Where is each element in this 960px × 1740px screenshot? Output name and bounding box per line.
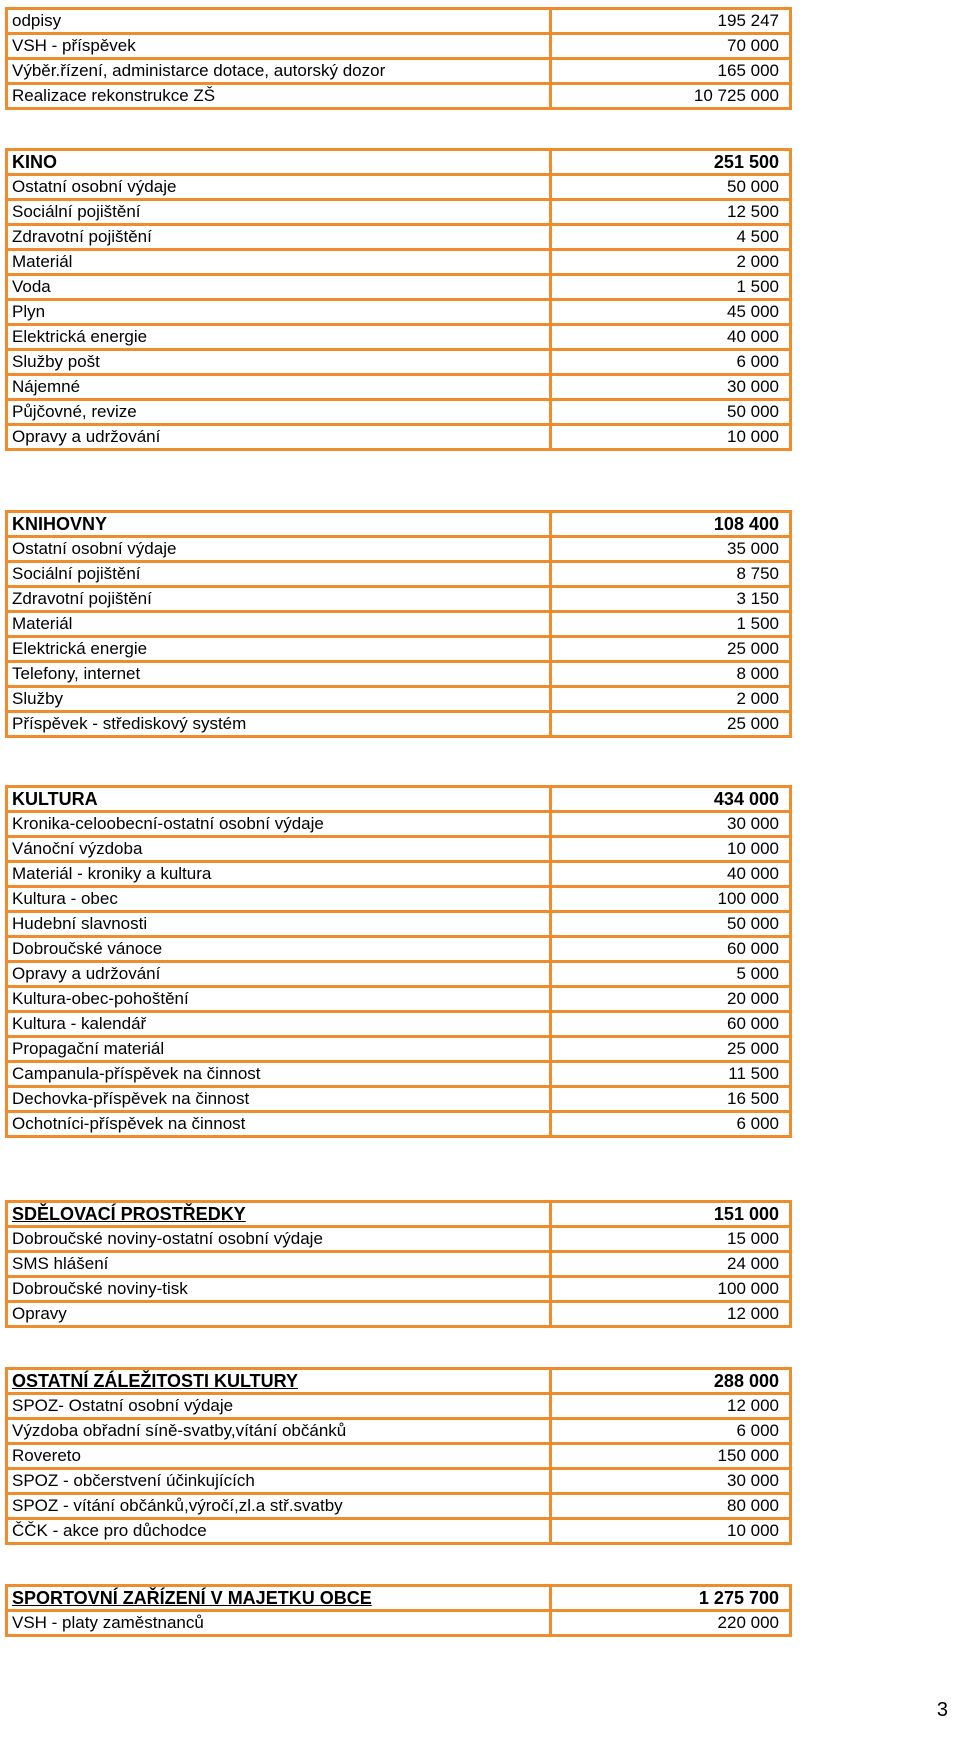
row-label: VSH - platy zaměstnanců — [7, 1611, 551, 1636]
row-label: Kultura - obec — [7, 887, 551, 912]
table-row — [7, 375, 791, 400]
row-label: Ostatní osobní výdaje — [7, 175, 551, 200]
table-row — [7, 34, 791, 59]
row-label: Dobroučské vánoce — [7, 937, 551, 962]
row-label: ČČK - akce pro důchodce — [7, 1519, 551, 1544]
table-row — [7, 9, 791, 34]
row-value: 45 000 — [551, 300, 791, 325]
row-value: 15 000 — [551, 1227, 791, 1252]
table-row — [7, 250, 791, 275]
section-header — [7, 787, 791, 812]
row-label: Kultura-obec-pohoštění — [7, 987, 551, 1012]
row-value: 10 000 — [551, 837, 791, 862]
table-row — [7, 1611, 791, 1636]
row-value: 25 000 — [551, 1037, 791, 1062]
section-header — [7, 512, 791, 537]
table-row — [7, 1277, 791, 1302]
table-row — [7, 1519, 791, 1544]
row-label: Hudební slavnosti — [7, 912, 551, 937]
row-value: 25 000 — [551, 637, 791, 662]
table-row — [7, 1444, 791, 1469]
row-label: Ostatní osobní výdaje — [7, 537, 551, 562]
row-label: SPOZ- Ostatní osobní výdaje — [7, 1394, 551, 1419]
row-value: 30 000 — [551, 375, 791, 400]
table-row — [7, 1494, 791, 1519]
table-row — [7, 84, 791, 109]
row-label: Opravy a udržování — [7, 425, 551, 450]
table-row — [7, 987, 791, 1012]
row-value: 150 000 — [551, 1444, 791, 1469]
table-row — [7, 1394, 791, 1419]
table-row — [7, 175, 791, 200]
table-row — [7, 587, 791, 612]
row-value: 6 000 — [551, 350, 791, 375]
row-label: Opravy — [7, 1302, 551, 1327]
row-value: 11 500 — [551, 1062, 791, 1087]
row-label: SMS hlášení — [7, 1252, 551, 1277]
row-label: Dobroučské noviny-ostatní osobní výdaje — [7, 1227, 551, 1252]
row-label: Realizace rekonstrukce ZŠ — [7, 84, 551, 109]
row-label: Voda — [7, 275, 551, 300]
row-label: Kronika-celoobecní-ostatní osobní výdaje — [7, 812, 551, 837]
row-value: 16 500 — [551, 1087, 791, 1112]
row-label: Materiál - kroniky a kultura — [7, 862, 551, 887]
row-label: VSH - příspěvek — [7, 34, 551, 59]
row-label: Zdravotní pojištění — [7, 587, 551, 612]
row-label: Campanula-příspěvek na činnost — [7, 1062, 551, 1087]
row-value: 30 000 — [551, 1469, 791, 1494]
row-value: 12 000 — [551, 1302, 791, 1327]
section-total: 151 000 — [551, 1202, 791, 1227]
row-value: 1 500 — [551, 275, 791, 300]
table-row — [7, 350, 791, 375]
table-row — [7, 1012, 791, 1037]
row-value: 6 000 — [551, 1112, 791, 1137]
row-label: Opravy a udržování — [7, 962, 551, 987]
table-row — [7, 1469, 791, 1494]
row-value: 20 000 — [551, 987, 791, 1012]
row-value: 100 000 — [551, 887, 791, 912]
row-value: 60 000 — [551, 1012, 791, 1037]
table-row — [7, 400, 791, 425]
row-value: 10 725 000 — [551, 84, 791, 109]
row-label: Kultura - kalendář — [7, 1012, 551, 1037]
section-title: KULTURA — [7, 787, 551, 812]
table-row — [7, 862, 791, 887]
section-title: KINO — [7, 150, 551, 175]
row-value: 8 000 — [551, 662, 791, 687]
row-value: 24 000 — [551, 1252, 791, 1277]
section-total: 251 500 — [551, 150, 791, 175]
row-label: Výzdoba obřadní síně-svatby,vítání občánků — [7, 1419, 551, 1444]
row-label: Sociální pojištění — [7, 200, 551, 225]
row-label: Plyn — [7, 300, 551, 325]
row-value: 50 000 — [551, 400, 791, 425]
row-label: Elektrická energie — [7, 325, 551, 350]
table-row — [7, 1037, 791, 1062]
table-row — [7, 887, 791, 912]
table-row — [7, 562, 791, 587]
row-label: SPOZ - vítání občánků,výročí,zl.a stř.svatby — [7, 1494, 551, 1519]
section-total: 108 400 — [551, 512, 791, 537]
row-label: Služby — [7, 687, 551, 712]
row-value: 100 000 — [551, 1277, 791, 1302]
row-label: Příspěvek - střediskový systém — [7, 712, 551, 737]
table-row — [7, 812, 791, 837]
row-value: 25 000 — [551, 712, 791, 737]
row-label: Služby pošt — [7, 350, 551, 375]
row-value: 50 000 — [551, 175, 791, 200]
table-row — [7, 612, 791, 637]
row-label: Telefony, internet — [7, 662, 551, 687]
section-header — [7, 1202, 791, 1227]
table-row — [7, 200, 791, 225]
section-total: 434 000 — [551, 787, 791, 812]
budget-table-kino — [5, 148, 792, 451]
section-title: SPORTOVNÍ ZAŘÍZENÍ V MAJETKU OBCE — [7, 1586, 551, 1611]
row-label: Sociální pojištění — [7, 562, 551, 587]
section-header — [7, 1369, 791, 1394]
section-title: KNIHOVNY — [7, 512, 551, 537]
row-value: 12 000 — [551, 1394, 791, 1419]
table-row — [7, 937, 791, 962]
table-row — [7, 275, 791, 300]
row-value: 8 750 — [551, 562, 791, 587]
row-value: 70 000 — [551, 34, 791, 59]
row-label: Dobroučské noviny-tisk — [7, 1277, 551, 1302]
row-value: 2 000 — [551, 250, 791, 275]
row-label: Zdravotní pojištění — [7, 225, 551, 250]
table-row — [7, 637, 791, 662]
row-label: Vánoční výzdoba — [7, 837, 551, 862]
row-value: 1 500 — [551, 612, 791, 637]
row-value: 220 000 — [551, 1611, 791, 1636]
row-value: 30 000 — [551, 812, 791, 837]
section-header — [7, 1586, 791, 1611]
row-value: 3 150 — [551, 587, 791, 612]
row-value: 40 000 — [551, 325, 791, 350]
table-row — [7, 1112, 791, 1137]
table-row — [7, 1062, 791, 1087]
row-label: Elektrická energie — [7, 637, 551, 662]
row-value: 195 247 — [551, 9, 791, 34]
table-row — [7, 1227, 791, 1252]
section-title: OSTATNÍ ZÁLEŽITOSTI KULTURY — [7, 1369, 551, 1394]
budget-table-knihovny — [5, 510, 792, 738]
budget-table-sportovni — [5, 1584, 792, 1637]
section-total: 288 000 — [551, 1369, 791, 1394]
row-label: Nájemné — [7, 375, 551, 400]
budget-table-ostatni-kultura — [5, 1367, 792, 1545]
section-header — [7, 150, 791, 175]
table-row — [7, 687, 791, 712]
row-value: 165 000 — [551, 59, 791, 84]
table-row — [7, 1252, 791, 1277]
table-row — [7, 59, 791, 84]
table-row — [7, 537, 791, 562]
section-total: 1 275 700 — [551, 1586, 791, 1611]
table-row — [7, 300, 791, 325]
row-value: 5 000 — [551, 962, 791, 987]
budget-table-kultura — [5, 785, 792, 1138]
row-label: Půjčovné, revize — [7, 400, 551, 425]
row-label: odpisy — [7, 9, 551, 34]
row-value: 50 000 — [551, 912, 791, 937]
row-value: 10 000 — [551, 425, 791, 450]
row-value: 2 000 — [551, 687, 791, 712]
table-row — [7, 662, 791, 687]
page-number: 3 — [936, 1699, 948, 1721]
table-row — [7, 1087, 791, 1112]
row-value: 12 500 — [551, 200, 791, 225]
budget-table-misc — [5, 7, 792, 110]
row-value: 40 000 — [551, 862, 791, 887]
row-label: Výběr.řízení, administarce dotace, autorský dozor — [7, 59, 551, 84]
row-value: 10 000 — [551, 1519, 791, 1544]
row-label: Rovereto — [7, 1444, 551, 1469]
row-label: Materiál — [7, 612, 551, 637]
section-title: SDĚLOVACÍ PROSTŘEDKY — [7, 1202, 551, 1227]
table-row — [7, 225, 791, 250]
table-row — [7, 325, 791, 350]
row-value: 60 000 — [551, 937, 791, 962]
table-row — [7, 712, 791, 737]
row-value: 4 500 — [551, 225, 791, 250]
row-value: 6 000 — [551, 1419, 791, 1444]
row-value: 80 000 — [551, 1494, 791, 1519]
budget-table-sdelovaci — [5, 1200, 792, 1328]
table-row — [7, 962, 791, 987]
table-row — [7, 1419, 791, 1444]
row-label: Propagační materiál — [7, 1037, 551, 1062]
table-row — [7, 425, 791, 450]
row-label: Dechovka-příspěvek na činnost — [7, 1087, 551, 1112]
row-label: Materiál — [7, 250, 551, 275]
table-row — [7, 912, 791, 937]
row-value: 35 000 — [551, 537, 791, 562]
row-label: SPOZ - občerstvení účinkujících — [7, 1469, 551, 1494]
table-row — [7, 1302, 791, 1327]
table-row — [7, 837, 791, 862]
row-label: Ochotníci-příspěvek na činnost — [7, 1112, 551, 1137]
